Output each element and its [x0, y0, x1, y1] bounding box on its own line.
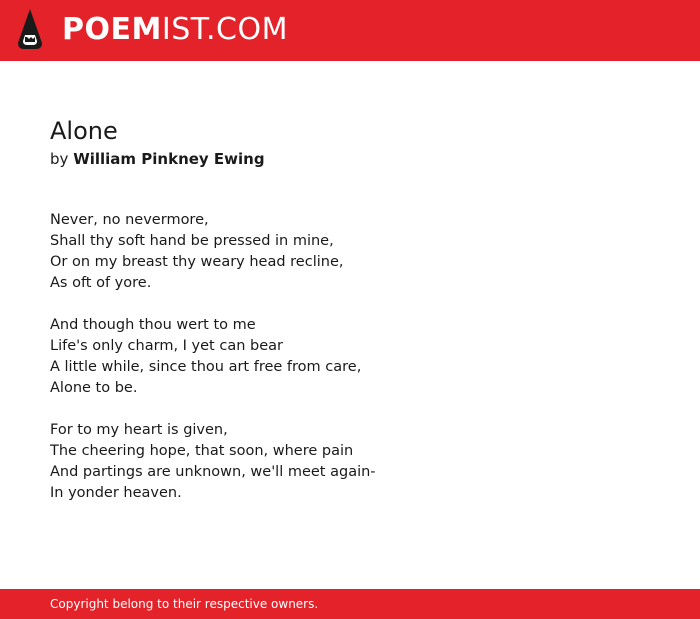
poem-line: As oft of yore. [50, 275, 152, 291]
poem-content [50, 115, 650, 525]
logo-light-text: IST.COM [161, 12, 288, 47]
poem-line: For to my heart is given, [50, 422, 228, 438]
poem-line: A little while, since thou art free from care, [50, 359, 362, 375]
stanza [50, 315, 650, 399]
site-logo[interactable] [62, 13, 288, 47]
site-footer [0, 589, 700, 619]
poem-line: The cheering hope, that soon, where pain [50, 443, 354, 459]
by-label: by [50, 150, 69, 168]
copyright-notice: Copyright belong to their respective owners. [50, 597, 319, 611]
poem-line: Alone to be. [50, 380, 138, 396]
stanza [50, 420, 650, 504]
poem-line: And partings are unknown, we'll meet again- [50, 464, 376, 480]
logo-bold-text: POEM [62, 12, 162, 47]
poem-line: Or on my breast thy weary head recline, [50, 254, 344, 270]
poem-line: Never, no nevermore, [50, 212, 209, 228]
site-header [0, 0, 700, 61]
pencil-tip-icon[interactable] [16, 9, 44, 51]
poem-line: In yonder heaven. [50, 485, 182, 501]
byline [50, 148, 650, 170]
poem-line: And though thou wert to me [50, 317, 256, 333]
stanza [50, 210, 650, 294]
poem-title: Alone [50, 117, 118, 145]
poem-line: Life's only charm, I yet can bear [50, 338, 283, 354]
poem-line: Shall thy soft hand be pressed in mine, [50, 233, 334, 249]
poem-body [50, 210, 650, 504]
author-name: William Pinkney Ewing [73, 150, 265, 168]
